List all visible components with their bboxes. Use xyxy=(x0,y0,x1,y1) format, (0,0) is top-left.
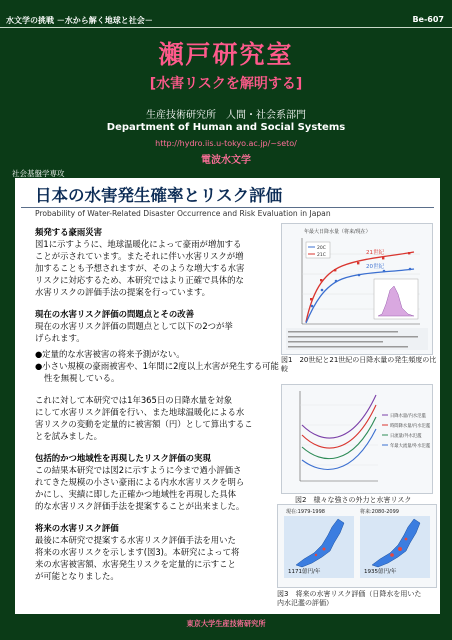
section-approach xyxy=(35,394,280,442)
text-line: にして水害リスク評価を行い、また地球温暖化による水 xyxy=(35,407,245,417)
curve-daily-inland xyxy=(302,395,376,438)
text-line: 加することも予想されますが、そのような増大する水害 xyxy=(35,263,245,273)
text-line: とを試みました。 xyxy=(35,431,102,441)
department-name: Department of Human and Social Systems xyxy=(106,122,346,133)
text-line: これに対して本研究では1年365日の日降水量を対象 xyxy=(35,395,233,405)
text-line: ことが示されています。またそれに伴い水害リスクが増 xyxy=(35,251,244,261)
text-line: 現在の水害リスク評価の問題点として以下の2つが挙 xyxy=(35,321,233,331)
present-label: 現在:1979-1998 xyxy=(286,509,325,515)
text-line: かにし、実績に即した正確かつ地域性を再現した具体 xyxy=(35,489,236,499)
text-line: 的な水害リスク評価手法を提案することが出来ました。 xyxy=(35,501,245,511)
figure-1-caption: 図1 20世紀と21世紀の日降水量の発生頻度の比較 xyxy=(281,356,437,373)
body-text xyxy=(35,226,280,592)
label-20c: 20世紀 xyxy=(366,264,384,270)
text-line: 最後に本研究で提案する水害リスク評価手法を用いた xyxy=(35,535,236,545)
legend-21c: 21C xyxy=(317,253,326,258)
text-line: 来の水害被害額、水害発生リスクを定量的に示すこと xyxy=(35,559,236,569)
figure-3-caption xyxy=(277,590,421,608)
footer-institution: 東京大学生産技術研究所 xyxy=(186,619,266,628)
figure-2-caption: 図2 様々な強さの外力と水害リスク xyxy=(295,496,412,504)
figure-2-chart xyxy=(282,385,432,493)
section-heading: 包括的かつ地域性を再現したリスク評価の実現 xyxy=(35,453,211,463)
caption-line: 図3 将来の水害リスク評価（日降水を用いた xyxy=(277,590,422,598)
text-line: 将来の水害リスクを示します(図3)。本研究によって将 xyxy=(35,547,240,557)
legend-daily-inland: 日降水量/内水氾濫 xyxy=(390,414,426,419)
figure-3-maps xyxy=(278,505,436,587)
bullet-item: ●小さい規模の豪雨被害や、1年間に2度以上水害が発生する可能性を無視している。 xyxy=(35,361,279,383)
figure-3 xyxy=(277,504,437,588)
major-tag: 社会基盤学専攻 xyxy=(12,169,65,178)
institute-name: 生産技術研究所 人間・社会系部門 xyxy=(146,110,306,121)
curve-hourly-inland xyxy=(302,405,376,448)
figure-1-chart xyxy=(282,224,432,354)
text-line: この結果本研究では図2に示すように今まで過小評価さ xyxy=(35,465,242,475)
future-label: 将来:2080-2099 xyxy=(360,509,399,515)
legend-daily-river: 日流量/外水氾濫 xyxy=(390,434,422,439)
header-series-title: 水文学の挑戦 －水から解く地球と社会－ xyxy=(6,16,153,25)
text-line: げられます。 xyxy=(35,333,85,343)
division-name: 電波水文学 xyxy=(201,155,251,166)
main-heading: 日本の水害発生確率とリスク評価 xyxy=(35,186,283,205)
lab-title: 瀬戸研究室 xyxy=(158,40,294,69)
label-21c: 21世紀 xyxy=(366,250,384,256)
section-future xyxy=(35,522,280,582)
bullet-item: ●定量的な水害被害の将来予測がない。 xyxy=(35,349,185,359)
text-line: 害リスクの変動を定量的に被害額（円）として算出するこ xyxy=(35,419,253,429)
curve-daily-river xyxy=(302,417,376,459)
section-heading: 頻発する豪雨災害 xyxy=(35,227,102,237)
legend-hourly-inland: 時間降水量/内水氾濫 xyxy=(390,424,431,429)
text-line: 水害リスクの評価手法の提案を行っています。 xyxy=(35,287,211,297)
text-line: リスクに対応するため、本研究ではより正確で具体的な xyxy=(35,275,244,285)
header-divider xyxy=(0,27,452,28)
section-heading: 将来の水害リスク評価 xyxy=(35,523,119,533)
section-heavy-rain xyxy=(35,226,280,298)
section-results xyxy=(35,452,280,512)
figure-1 xyxy=(281,223,433,355)
present-damage-value: 1171億円/年 xyxy=(288,569,321,575)
heading-divider xyxy=(21,207,434,208)
lab-url-link[interactable]: http://hydro.iis.u-tokyo.ac.jp/~seto/ xyxy=(155,139,297,148)
curve-annual-river xyxy=(302,429,376,469)
content-panel xyxy=(15,178,440,614)
section-heading: 現在の水害リスク評価の問題点とその改善 xyxy=(35,309,194,319)
text-line: 図1に示すように、地球温暖化によって豪雨が増加する xyxy=(35,239,242,249)
text-line: が可能となりました。 xyxy=(35,571,119,581)
lab-subtitle: [水害リスクを解明する] xyxy=(149,76,303,92)
section-problems xyxy=(35,308,280,344)
section-bullets xyxy=(35,348,280,384)
legend-annual-river: 年最大流量/外水氾濫 xyxy=(390,444,431,449)
text-line: れてきた規模の小さい豪雨による内水水害リスクを明ら xyxy=(35,477,245,487)
main-heading-english: Probability of Water-Related Disaster Occurrence and Risk Evaluation in Japan xyxy=(35,209,331,218)
figure-2 xyxy=(281,384,433,494)
header-code: Be-607 xyxy=(412,15,444,24)
figure-1-title: 年最大日降水量（将来/現在） xyxy=(304,229,371,235)
caption-line: 内水氾濫の評価） xyxy=(277,599,333,607)
legend-20c: 20C xyxy=(317,246,326,251)
future-damage-value: 1935億円/年 xyxy=(364,569,397,575)
